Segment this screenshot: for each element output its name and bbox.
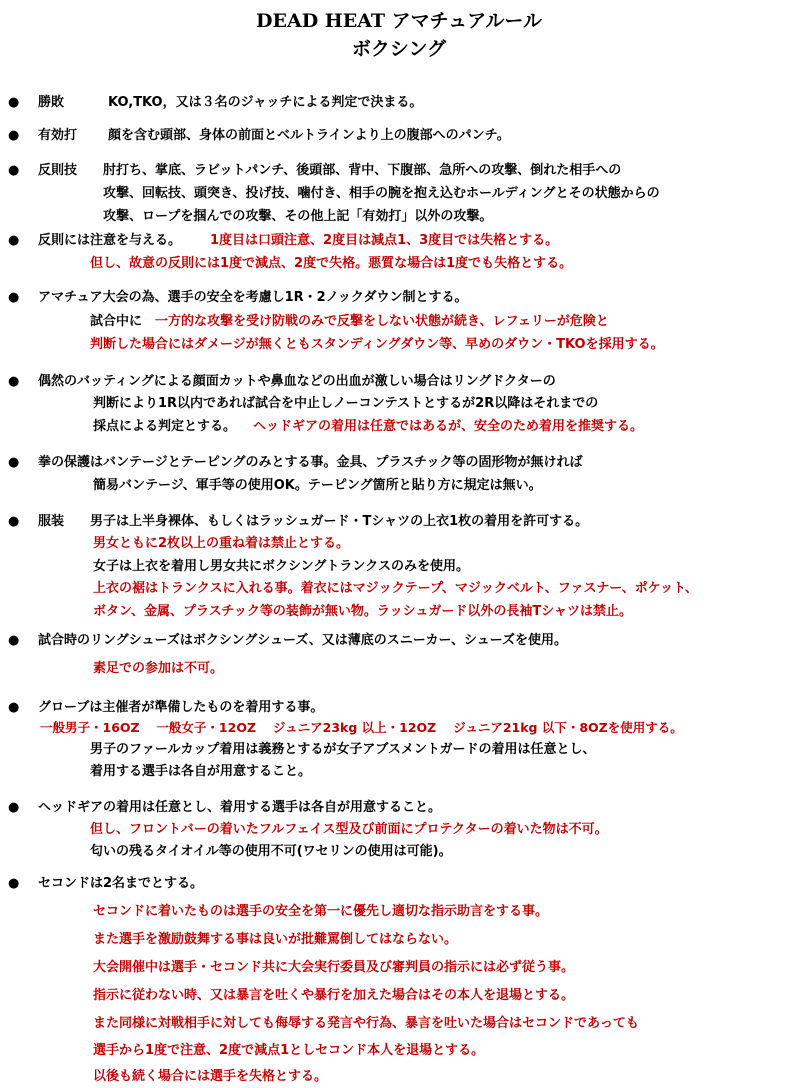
gloves-line1: グローブは主催者が準備したものを着用する事。 <box>38 700 324 715</box>
bullet-gloves: ● <box>8 700 20 715</box>
shoes-line2-red: 素足での参加は不可。 <box>93 661 224 676</box>
headgear-line3: 匂いの残るタイオイル等の使用不可(ワセリンの使用は可能)。 <box>90 844 452 859</box>
seconds-red-line-3: 大会開催中は選手・セコンド共に大会実行委員及び審判員の指示には必ず従う事。 <box>93 960 575 975</box>
butting-line1: 偶然のバッティングによる顔面カットや鼻血などの出血が激しい場合はリングドクターの <box>38 374 556 389</box>
gloves-line4: 着用する選手は各自が用意すること。 <box>90 764 312 779</box>
knockdown-line3-red: 判断した場合にはダメージが無くともスタンディングダウン等、早めのダウン・TKOを採用する。 <box>90 337 664 352</box>
headgear-line1: ヘッドギアの着用は任意とし、着用する選手は各自が用意すること。 <box>38 800 442 815</box>
headgear-line2-red: 但し、フロントバーの着いたフルフェイス型及び前面にプロテクターの着いた物は不可。 <box>90 822 608 837</box>
penalty-line1-red: 1度目は口頭注意、2度目は減点1、3度目では失格とする。 <box>210 233 559 248</box>
knockdown-line2-red: 一方的な攻撃を受け防戦のみで反撃をしない状態が続き、レフェリーが危険と <box>155 314 609 329</box>
gloves-line2-red: 一般男子・16OZ 一般女子・12OZ ジュニア23kg 以上・12OZ ジュニア21kg 以下・8OZを使用する。 <box>40 720 683 735</box>
penalty-line2-red: 但し、故意の反則には1度で減点、2度で失格。悪質な場合は1度でも失格とする。 <box>90 256 573 271</box>
butting-line3-red: ヘッドギアの着用は任意ではあるが、安全のため着用を推奨する。 <box>253 419 644 434</box>
seconds-red-line-4: 指示に従わない時、又は暴言を吐くや暴行を加えた場合はその本人を退場とする。 <box>93 988 575 1003</box>
bullet-headgear: ● <box>8 800 20 815</box>
valid-hit-text: 顔を含む頭部、身体の前面とベルトラインより上の腹部へのパンチ。 <box>108 128 510 143</box>
bullet-attire: ● <box>8 514 20 529</box>
win-text: KO,TKO，又は３名のジャッチによる判定で決まる。 <box>108 95 423 110</box>
seconds-red-line-1: セコンドに着いたものは選手の安全を第一に優先し適切な指示助言をする事。 <box>93 904 549 919</box>
shoes-line1: 試合時のリングシューズはボクシングシューズ、又は薄底のスニーカー、シューズを使用。 <box>38 633 568 648</box>
fouls-line3: 攻撃、ロープを掴んでの攻撃、その他上記「有効打」以外の攻撃。 <box>103 209 493 224</box>
bullet-win: ● <box>8 95 20 110</box>
page-subtitle: ボクシング <box>351 38 447 60</box>
knockdown-line1: アマチュア大会の為、選手の安全を考慮し1R・2ノックダウン制とする。 <box>38 290 468 305</box>
attire-line4-red: 上衣の裾はトランクスに入れる事。着衣にはマジックテープ、マジックベルト、ファスナー、ポケット、 <box>93 581 698 596</box>
bullet-fouls: ● <box>8 163 20 178</box>
attire-line1: 男子は上半身裸体、もしくはラッシュガード・Tシャツの上衣1枚の着用を許可する。 <box>90 514 589 529</box>
seconds-line1: セコンドは2名までとする。 <box>38 876 204 891</box>
seconds-red-line-6: 選手から1度で注意、2度で減点1としセコンド本人を退場とする。 <box>93 1043 485 1058</box>
page-title: DEAD HEAT アマチュアルール <box>256 10 542 32</box>
penalty-line1-black: 反則には注意を与える。 <box>38 233 182 248</box>
seconds-red-line-7: 以後も続く場合には選手を失格とする。 <box>93 1069 328 1084</box>
fouls-line2: 攻撃、回転技、頭突き、投げ技、噛付き、相手の腕を抱え込むホールディングとその状態からの <box>103 186 660 201</box>
bullet-valid-hit: ● <box>8 128 20 143</box>
seconds-red-line-2: また選手を激励鼓舞する事は良いが批難罵倒してはならない。 <box>93 932 458 947</box>
valid-hit-label: 有効打 <box>38 128 78 143</box>
butting-line3-black: 採点による判定とする。 <box>93 419 237 434</box>
butting-line2: 判断により1R以内であれば試合を中止しノーコンテストとするが2R以降はそれまでの <box>93 396 599 411</box>
attire-line3: 女子は上衣を着用し男女共にボクシングトランクスのみを使用。 <box>93 559 470 574</box>
attire-line2-red: 男女ともに2枚以上の重ね着は禁止とする。 <box>93 536 350 551</box>
attire-line5-red: ボタン、金属、プラスチック等の装飾が無い物。ラッシュガード以外の長袖Tシャツは禁止。 <box>93 604 633 619</box>
knockdown-line2-black: 試合中に <box>90 314 143 329</box>
bullet-penalty: ● <box>8 233 20 248</box>
fist-line1: 拳の保護はバンテージとテーピングのみとする事。金具、プラスチック等の固形物が無ければ <box>38 455 583 470</box>
bullet-fist: ● <box>8 455 20 470</box>
attire-label: 服装 <box>38 514 65 529</box>
bullet-shoes: ● <box>8 633 20 648</box>
bullet-seconds: ● <box>8 876 20 891</box>
win-label: 勝敗 <box>38 95 65 110</box>
fist-line2: 簡易バンテージ、軍手等の使用OK。テーピング箇所と貼り方に規定は無い。 <box>93 478 542 493</box>
fouls-line1: 肘打ち、掌底、ラビットパンチ、後頭部、背中、下腹部、急所への攻撃、倒れた相手への <box>103 163 622 178</box>
gloves-line3: 男子のファールカップ着用は義務とするが女子アブスメントガードの着用は任意とし、 <box>90 742 596 757</box>
seconds-red-line-5: また同様に対戦相手に対しても侮辱する発言や行為、暴言を吐いた場合はセコンドであっても <box>93 1016 639 1031</box>
bullet-knockdown: ● <box>8 290 20 305</box>
fouls-label: 反則技 <box>38 163 78 178</box>
bullet-butting: ● <box>8 374 20 389</box>
